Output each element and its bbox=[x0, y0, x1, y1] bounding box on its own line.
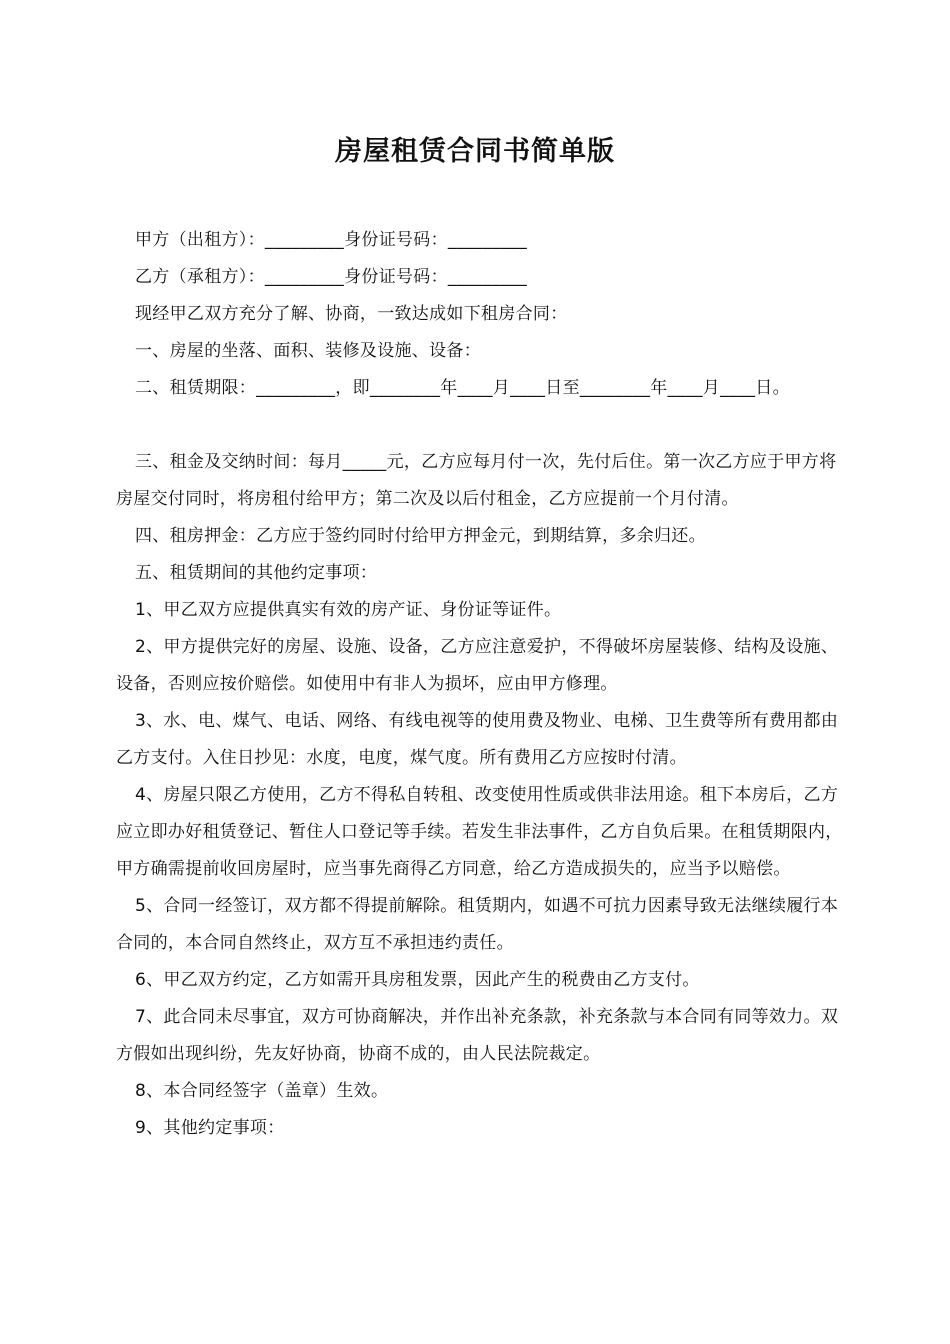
item-6: 6、甲乙双方约定，乙方如需开具房租发票，因此产生的税费由乙方支付。 bbox=[135, 970, 700, 990]
clause-4-deposit: 四、租房押金：乙方应于签约同时付给甲方押金元，到期结算，多余归还。 bbox=[135, 526, 706, 546]
item-2: 2、甲方提供完好的房屋、设施、设备，乙方应注意爱护，不得破坏房屋装修、结构及设施、设备，否则应按价赔偿。如使用中有非人为损坏，应由甲方修理。 bbox=[116, 637, 839, 694]
clause-5-heading: 五、租赁期间的其他约定事项： bbox=[135, 563, 378, 583]
clause-3-rent: 三、租金及交纳时间：每月_____元，乙方应每月付一次，先付后住。第一次乙方应于甲方将房屋交付同时，将房租付给甲方；第二次及以后付租金，乙方应提前一个月付清。 bbox=[116, 452, 837, 509]
party-b-line: 乙方（承租方）：_________身份证号码：_________ bbox=[135, 267, 528, 287]
item-8: 8、本合同经签字（盖章）生效。 bbox=[135, 1081, 389, 1101]
item-4: 4、房屋只限乙方使用，乙方不得私自转租、改变使用性质或供非法用途。租下本房后，乙方应立即办好租赁登记、暂住人口登记等手续。若发生非法事件，乙方自负后果。在租赁期限内，甲方确需提前收回房屋时，应当事先商得乙方同意，给乙方造成损失的，应当予以赔偿。 bbox=[116, 785, 843, 879]
document-title: 房屋租赁合同书简单版 bbox=[335, 136, 615, 167]
clause-2-term: 二、租赁期限：_________，即________年____月____日至________年____月____日。 bbox=[135, 378, 790, 398]
item-3: 3、水、电、煤气、电话、网络、有线电视等的使用费及物业、电梯、卫生费等所有费用都由乙方支付。入住日抄见：水度，电度，煤气度。所有费用乙方应按时付清。 bbox=[116, 711, 839, 768]
item-9: 9、其他约定事项： bbox=[135, 1118, 285, 1138]
preamble: 现经甲乙双方充分了解、协商，一致达成如下租房合同： bbox=[135, 304, 568, 324]
item-5: 5、合同一经签订，双方都不得提前解除。租赁期内，如遇不可抗力因素导致无法继续履行本合同的，本合同自然终止，双方互不承担违约责任。 bbox=[116, 896, 839, 953]
item-7: 7、此合同未尽事宜，双方可协商解决，并作出补充条款，补充条款与本合同有同等效力。双方假如出现纠纷，先友好协商，协商不成的，由人民法院裁定。 bbox=[116, 1007, 839, 1064]
spacer bbox=[116, 407, 844, 444]
document-body bbox=[116, 222, 844, 1147]
party-a-line: 甲方（出租方）：_________身份证号码：_________ bbox=[135, 230, 528, 250]
item-1: 1、甲乙双方应提供真实有效的房产证、身份证等证件。 bbox=[135, 600, 562, 620]
clause-1-property: 一、房屋的坐落、面积、装修及设施、设备： bbox=[135, 341, 481, 361]
